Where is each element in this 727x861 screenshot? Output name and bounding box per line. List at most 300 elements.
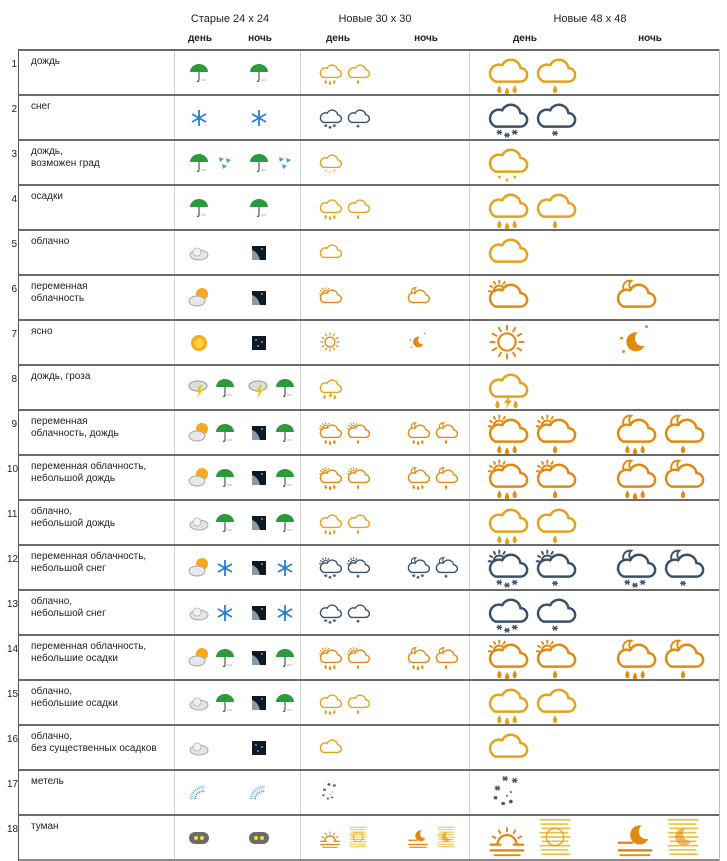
new-48-icons-cell [469,771,720,814]
snowflake-icon [273,601,297,625]
old-day-icons [187,646,237,670]
new-48-icons-cell [469,51,720,94]
condition-label: метель [31,776,64,787]
new48-day-icons [484,724,530,770]
row-number: 5 [11,239,17,250]
umbrella-icon [213,511,237,535]
old-storm-icon [187,376,211,400]
new48-day-icons [484,49,578,95]
row-number: 11 [7,509,18,520]
old-sun-cloud-icon [187,646,211,670]
sun-cloud-snow-heavy-icon [484,544,530,590]
row-number: 2 [11,104,17,115]
new48-night-icons [612,274,658,320]
new-48-icons-cell [469,411,720,454]
new30-night-icons [405,464,459,490]
sun-cloud-icon [317,284,343,310]
snowflake-icon [247,106,271,130]
old-icons-cell [174,231,301,274]
old-day-icons [187,511,237,535]
snowflake-icon [213,556,237,580]
snowflake-icon [187,106,211,130]
cloud-icon [317,239,343,265]
subheader-48-night: ночь [638,33,662,44]
cloud-snow-light-icon [532,589,578,635]
new48-day-icons [484,454,578,500]
new-48-icons-cell [469,726,720,769]
header-new-30: Новые 30 x 30 [338,13,412,25]
old-cloud-icon [187,691,211,715]
umbrella-icon [273,646,297,670]
old-night-icons [247,646,297,670]
old-icons-cell [174,726,301,769]
moon-cloud-rain-light-icon [433,644,459,670]
umbrella-icon [187,196,211,220]
old-night-cloud-icon [247,466,271,490]
snowflake-icon [213,601,237,625]
old-icons-cell [174,96,301,139]
new-30-icons-cell [300,501,470,544]
new-30-icons-cell [300,456,470,499]
row-number: 4 [11,194,17,205]
new30-night-icons [405,824,459,850]
sun-cloud-snow-heavy-icon [317,554,343,580]
old-day-icons [187,61,211,85]
snowflake-icon [273,556,297,580]
new-30-icons-cell [300,726,470,769]
sun-cloud-snow-light-icon [345,554,371,580]
condition-label: переменная облачность, небольшой снег [31,551,147,574]
new30-day-icons [317,194,371,220]
table-row [11,139,719,184]
cloud-rain-heavy-icon [484,679,530,725]
new-30-icons-cell [300,321,470,364]
subheader-48-day: день [512,33,538,44]
old-night-icons [247,781,271,805]
cloud-rain-light-icon [345,59,371,85]
old-day-icons [187,286,211,310]
moon-icon [612,319,658,365]
new30-night-icons [405,329,431,355]
cloud-rain-light-icon [532,679,578,725]
condition-label: переменная облачность, небольшой дождь [31,461,147,484]
new30-day-icons [317,464,371,490]
new30-day-icons [317,734,343,760]
fog-lines-moon-icon [660,814,706,860]
table-row [11,364,719,409]
moon-cloud-icon [405,284,431,310]
old-night-icons [247,601,297,625]
new30-day-icons [317,644,371,670]
sun-cloud-rain-light-icon [532,409,578,455]
old-sun-cloud-icon [187,286,211,310]
old-day-icons [187,826,211,850]
condition-label: переменная облачность, дождь [31,416,119,439]
sun-cloud-rain-light-icon [532,454,578,500]
old-icons-cell [174,456,301,499]
old-icons-cell [174,186,301,229]
umbrella-icon [247,61,271,85]
umbrella-icon [187,61,211,85]
new48-night-icons [612,409,706,455]
old-icons-cell [174,681,301,724]
sun-cloud-rain-heavy-icon [484,634,530,680]
new30-day-icons [317,554,371,580]
moon-cloud-rain-heavy-icon [405,464,431,490]
new48-night-icons [612,319,658,365]
umbrella-icon [273,691,297,715]
old-day-icons [187,151,237,175]
old-blizzard-icon [187,781,211,805]
condition-label: облачно, без существенных осадков [31,731,157,754]
fog-sun-icon [484,814,530,860]
weather-icons-table [7,49,720,861]
old-icons-cell [174,816,301,859]
new-48-icons-cell [469,816,720,859]
new-48-icons-cell [469,501,720,544]
new30-day-icons [317,59,371,85]
cloud-rain-heavy-icon [317,59,343,85]
subheader-30-night: ночь [414,33,438,44]
row-number: 15 [7,689,19,700]
old-fog-icon [187,826,211,850]
old-cloud-icon [187,601,211,625]
new48-day-icons [484,499,578,545]
new-30-icons-cell [300,141,470,184]
old-day-icons [187,466,237,490]
table-row [7,679,719,724]
old-icons-cell [174,411,301,454]
old-night-icons [247,736,271,760]
cloud-rain-light-icon [532,49,578,95]
sun-cloud-rain-light-icon [532,634,578,680]
new48-day-icons [484,364,530,410]
sun-cloud-snow-light-icon [532,544,578,590]
old-blizzard-icon [247,781,271,805]
condition-label: ясно [31,326,53,337]
old-night-icons [247,826,271,850]
row-number: 18 [7,824,19,835]
table-row [7,589,719,634]
row-number: 10 [7,464,19,475]
fog-lines-icon [532,814,578,860]
new30-day-icons [317,824,371,850]
new30-day-icons [317,509,371,535]
table-row [7,814,719,861]
table-row [11,184,719,229]
cloud-rain-heavy-icon [317,194,343,220]
moon-cloud-rain-light-icon [660,454,706,500]
umbrella-icon [273,421,297,445]
new48-night-icons [612,544,706,590]
new48-day-icons [484,769,530,815]
row-number: 16 [7,734,19,745]
umbrella-icon [213,421,237,445]
cloud-snow-heavy-icon [484,589,530,635]
moon-cloud-rain-light-icon [433,464,459,490]
new30-night-icons [405,554,459,580]
new-30-icons-cell [300,771,470,814]
subheader-old-day: день [187,33,213,44]
old-sun-cloud-icon [187,466,211,490]
old-icons-cell [174,321,301,364]
cloud-icon [484,229,530,275]
old-night-cloud-icon [247,241,271,265]
cloud-rain-light-icon [345,689,371,715]
condition-label: туман [31,821,59,832]
old-night-icons [247,691,297,715]
new-30-icons-cell [300,636,470,679]
new48-day-icons [484,589,578,635]
new-30-icons-cell [300,366,470,409]
condition-label: дождь [31,56,61,67]
sun-icon [484,319,530,365]
old-day-icons [187,421,237,445]
condition-label: облачно, небольшой дождь [31,506,116,529]
table-row [11,319,719,364]
sun-cloud-rain-heavy-icon [317,419,343,445]
new30-day-icons [317,284,343,310]
new48-day-icons [484,229,530,275]
blizzard-icon [317,779,343,805]
sun-cloud-rain-light-icon [345,464,371,490]
moon-cloud-snow-heavy-icon [612,544,658,590]
sun-cloud-rain-heavy-icon [317,644,343,670]
old-day-icons [187,331,211,355]
cloud-rain-light-icon [345,509,371,535]
new-30-icons-cell [300,681,470,724]
old-night-cloud-icon [247,511,271,535]
old-day-icons [187,196,211,220]
moon-cloud-snow-light-icon [433,554,459,580]
new30-day-icons [317,374,343,400]
moon-cloud-rain-heavy-icon [612,409,658,455]
row-number: 8 [11,374,17,385]
old-icons-cell [174,276,301,319]
table-row [7,499,719,544]
old-night-icons [247,466,297,490]
new-48-icons-cell [469,96,720,139]
new48-day-icons [484,184,578,230]
new-30-icons-cell [300,816,470,859]
condition-label: облачно [31,236,70,247]
old-night-icons [247,556,297,580]
moon-cloud-rain-heavy-icon [405,644,431,670]
cloud-snow-light-icon [345,104,371,130]
subheader-old-night: ночь [248,33,272,44]
cloud-snow-heavy-icon [317,104,343,130]
new48-day-icons [484,544,578,590]
new-48-icons-cell [469,186,720,229]
new48-day-icons [484,274,530,320]
cloud-rain-heavy-icon [317,689,343,715]
fog-sun-icon [317,824,343,850]
old-day-icons [187,376,237,400]
new-48-icons-cell [469,141,720,184]
old-sun-icon [187,331,211,355]
table-row [7,454,719,499]
old-night-icons [247,286,271,310]
table-row [7,544,719,589]
new-48-icons-cell [469,591,720,634]
fog-lines-icon [345,824,371,850]
new30-day-icons [317,104,371,130]
condition-label: дождь, гроза [31,371,91,382]
new-30-icons-cell [300,546,470,589]
table-row [11,229,719,274]
umbrella-icon [273,511,297,535]
row-number: 7 [11,329,17,340]
old-night-icons [247,196,271,220]
new48-night-icons [612,454,706,500]
subheader-30-day: день [325,33,351,44]
condition-label: переменная облачность [31,281,88,304]
old-cloud-icon [187,241,211,265]
old-icons-cell [174,546,301,589]
new30-day-icons [317,779,343,805]
old-day-icons [187,736,211,760]
old-day-icons [187,781,211,805]
new-30-icons-cell [300,231,470,274]
umbrella-icon [213,691,237,715]
moon-cloud-snow-heavy-icon [405,554,431,580]
old-night-icons [247,61,271,85]
new48-day-icons [484,814,578,860]
old-night-cloud-icon [247,601,271,625]
new30-day-icons [317,239,343,265]
old-icons-cell [174,501,301,544]
hail-icon [273,151,297,175]
new30-night-icons [405,419,459,445]
cloud-icon [317,734,343,760]
new48-night-icons [612,814,706,860]
cloud-rain-heavy-icon [484,184,530,230]
umbrella-icon [213,376,237,400]
header-old-icons: Старые 24 x 24 [190,13,270,25]
cloud-storm-icon [317,374,343,400]
old-day-icons [187,241,211,265]
new-30-icons-cell [300,96,470,139]
new-48-icons-cell [469,366,720,409]
new48-day-icons [484,319,530,365]
cloud-snow-light-icon [345,599,371,625]
old-night-icons [247,106,271,130]
new30-day-icons [317,329,343,355]
new48-day-icons [484,679,578,725]
old-icons-cell [174,636,301,679]
new-30-icons-cell [300,276,470,319]
new30-night-icons [405,284,431,310]
old-night-icons [247,376,297,400]
cloud-snow-heavy-icon [317,599,343,625]
old-icons-cell [174,366,301,409]
new-48-icons-cell [469,681,720,724]
old-day-icons [187,556,237,580]
row-number: 3 [11,149,17,160]
umbrella-icon [213,646,237,670]
moon-icon [405,329,431,355]
old-night-cloud-icon [247,286,271,310]
old-storm-icon [247,376,271,400]
table-row [7,724,719,769]
table-row [11,409,719,454]
cloud-snow-light-icon [532,94,578,140]
sun-cloud-rain-light-icon [345,419,371,445]
new-48-icons-cell [469,456,720,499]
sun-cloud-rain-light-icon [345,644,371,670]
sun-cloud-rain-heavy-icon [484,409,530,455]
old-night-icons [247,511,297,535]
row-number: 12 [7,554,19,565]
hail-icon [213,151,237,175]
cloud-rain-heavy-icon [484,49,530,95]
cloud-storm-icon [484,364,530,410]
old-night-cloud-icon [247,421,271,445]
moon-cloud-snow-light-icon [660,544,706,590]
header-new-48: Новые 48 x 48 [553,13,627,25]
old-sun-cloud-icon [187,556,211,580]
cloud-hail-icon [484,139,530,185]
cloud-rain-light-icon [345,194,371,220]
new-30-icons-cell [300,51,470,94]
old-icons-cell [174,771,301,814]
new30-day-icons [317,149,343,175]
old-night-icon [247,736,271,760]
new48-day-icons [484,94,578,140]
condition-label: дождь, возможен град [31,146,100,169]
cloud-snow-heavy-icon [484,94,530,140]
cloud-rain-heavy-icon [484,499,530,545]
umbrella-icon [247,196,271,220]
condition-label: облачно, небольшие осадки [31,686,118,709]
old-cloud-icon [187,736,211,760]
old-fog-icon [247,826,271,850]
row-number: 13 [7,599,19,610]
new-48-icons-cell [469,276,720,319]
moon-cloud-rain-light-icon [660,634,706,680]
condition-label: снег [31,101,51,112]
fog-moon-icon [405,824,431,850]
new-30-icons-cell [300,591,470,634]
old-night-icons [247,151,297,175]
old-night-icons [247,331,271,355]
table-row [11,49,719,94]
row-number: 9 [11,419,17,430]
table-row [11,274,719,319]
new-48-icons-cell [469,321,720,364]
new48-day-icons [484,634,578,680]
old-night-cloud-icon [247,691,271,715]
old-cloud-icon [187,511,211,535]
moon-cloud-rain-light-icon [433,419,459,445]
umbrella-icon [187,151,211,175]
sun-cloud-icon [484,274,530,320]
old-night-icons [247,421,297,445]
fog-lines-moon-icon [433,824,459,850]
old-day-icons [187,106,211,130]
cloud-hail-icon [317,149,343,175]
new48-day-icons [484,409,578,455]
old-icons-cell [174,591,301,634]
new30-day-icons [317,599,371,625]
new-30-icons-cell [300,411,470,454]
old-icons-cell [174,51,301,94]
moon-cloud-rain-light-icon [660,409,706,455]
moon-cloud-rain-heavy-icon [612,634,658,680]
umbrella-icon [213,466,237,490]
condition-label: переменная облачность, небольшие осадки [31,641,147,664]
new30-day-icons [317,689,371,715]
